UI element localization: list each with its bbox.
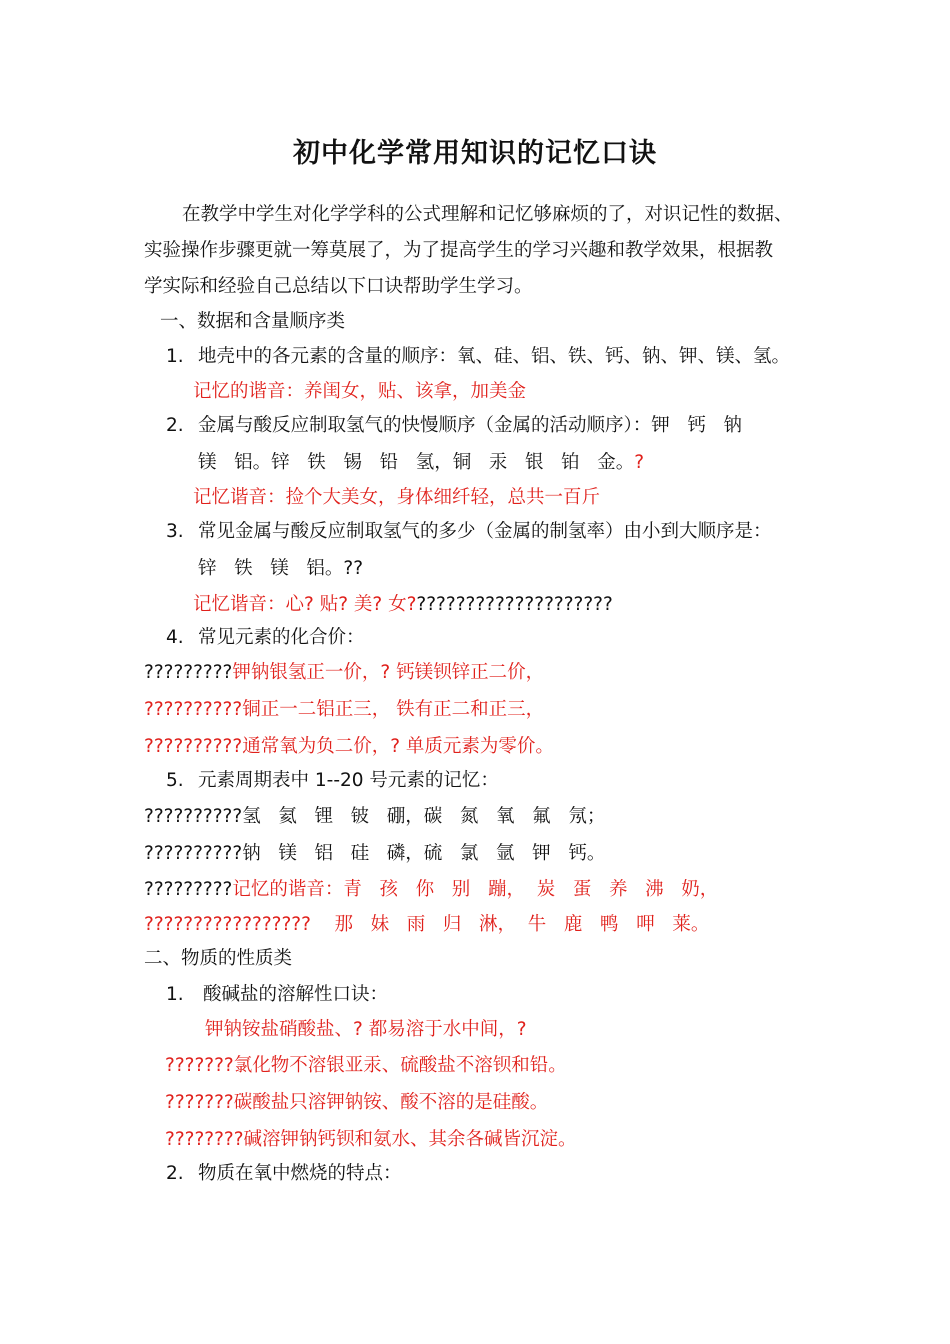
intro-line-1: 在教学中学生对化学学科的公式理解和记忆够麻烦的了，对识记性的数据、 [182, 204, 793, 225]
item-2-1-text: 酸碱盐的溶解性口诀： [203, 984, 389, 1005]
item-2-1-number: 1. [166, 984, 184, 1005]
page-title: 初中化学常用知识的记忆口诀 [293, 138, 657, 169]
item-1-3-mnemonic-line [193, 593, 613, 617]
item-1-2-number: 2. [166, 415, 184, 436]
elements-line-3-prefix: ????????? [144, 879, 233, 900]
elements-line-2: ??????????钠 镁 铝 硅 磷，硫 氯 氩 钾 钙。 [144, 843, 606, 864]
solubility-line-4: ????????碱溶钾钠钙钡和氨水、其余各碱皆沉淀。 [165, 1129, 577, 1150]
item-1-4-text: 常见元素的化合价： [198, 627, 365, 648]
item-1-3-text: 常见金属与酸反应制取氢气的多少（金属的制氢率）由小到大顺序是： [198, 521, 772, 542]
elements-line-1: ??????????氢 氦 锂 铍 硼，碳 氮 氧 氟 氖； [144, 806, 606, 827]
item-1-2-text2: 镁 铝。锌 铁 锡 铅 氢，铜 汞 银 铂 金。 [198, 452, 635, 473]
item-2-2-number: 2. [166, 1163, 184, 1184]
item-1-4-number: 4. [166, 627, 184, 648]
item-1-1-text: 地壳中的各元素的含量的顺序：氧、硅、铝、铁、钙、钠、钾、镁、氢。 [198, 346, 791, 367]
valence-line-1-prefix: ????????? [144, 662, 233, 683]
item-1-1-number: 1. [166, 346, 184, 367]
item-1-5-number: 5. [166, 770, 184, 791]
item-1-2-mnemonic: 记忆谐音：捡个大美女，身体细纤轻，总共一百斤 [193, 487, 601, 508]
valence-line-2-prefix: ?????????? [144, 699, 243, 720]
item-2-2-text: 物质在氧中燃烧的特点： [198, 1163, 402, 1184]
item-1-2-mark: ? [634, 452, 645, 473]
solubility-line-3: ???????碳酸盐只溶钾钠铵、酸不溶的是硅酸。 [165, 1092, 549, 1113]
item-1-3-text2: 锌 铁 镁 铝。?? [198, 558, 364, 579]
intro-line-2: 实验操作步骤更就一筹莫展了，为了提高学生的学习兴趣和教学效果，根据教 [144, 240, 774, 261]
item-1-5-text: 元素周期表中 1--20 号元素的记忆： [198, 770, 499, 791]
valence-line-1 [144, 661, 544, 685]
valence-line-1-text: 钾钠银氢正一价，? 钙镁钡锌正二价， [232, 662, 545, 683]
intro-line-3: 学实际和经验自己总结以下口诀帮助学生学习。 [144, 276, 533, 297]
section-1-heading: 一、数据和含量顺序类 [160, 311, 346, 332]
valence-line-3-text: 通常氧为负二价，? 单质元素为零价。 [242, 736, 554, 757]
item-1-3-mnemonic-tail: ???????????????????? [416, 594, 613, 615]
elements-mnemonic-1: 记忆的谐音：青 孩 你 别 蹦， 炭 蛋 养 沸 奶， [232, 879, 719, 900]
valence-line-3-prefix: ?????????? [144, 736, 243, 757]
valence-line-2-text: 铜正一二铝正三， 铁有正二和正三， [242, 699, 545, 720]
solubility-line-2: ???????氯化物不溶银亚汞、硫酸盐不溶钡和铅。 [165, 1055, 567, 1076]
item-1-3-number: 3. [166, 521, 184, 542]
elements-mnemonic-2: ????????????????? 那 妹 雨 归 淋， 牛 鹿 鸭 呷 莱。 [144, 914, 710, 935]
item-1-1-mnemonic: 记忆的谐音：养闺女，贴、该拿，加美金 [193, 381, 527, 402]
item-1-2-text-cont [198, 451, 644, 475]
item-1-2-text: 金属与酸反应制取氢气的快慢顺序（金属的活动顺序）：钾 钙 钠 [198, 415, 743, 436]
valence-line-2 [144, 698, 544, 722]
elements-line-3 [144, 878, 718, 902]
solubility-line-1: 钾钠铵盐硝酸盐、? 都易溶于水中间，? [205, 1019, 527, 1040]
item-1-3-mnemonic: 记忆谐音：心? 贴? 美? 女? [193, 594, 417, 615]
valence-line-3 [144, 735, 554, 759]
section-2-heading: 二、物质的性质类 [144, 948, 293, 969]
